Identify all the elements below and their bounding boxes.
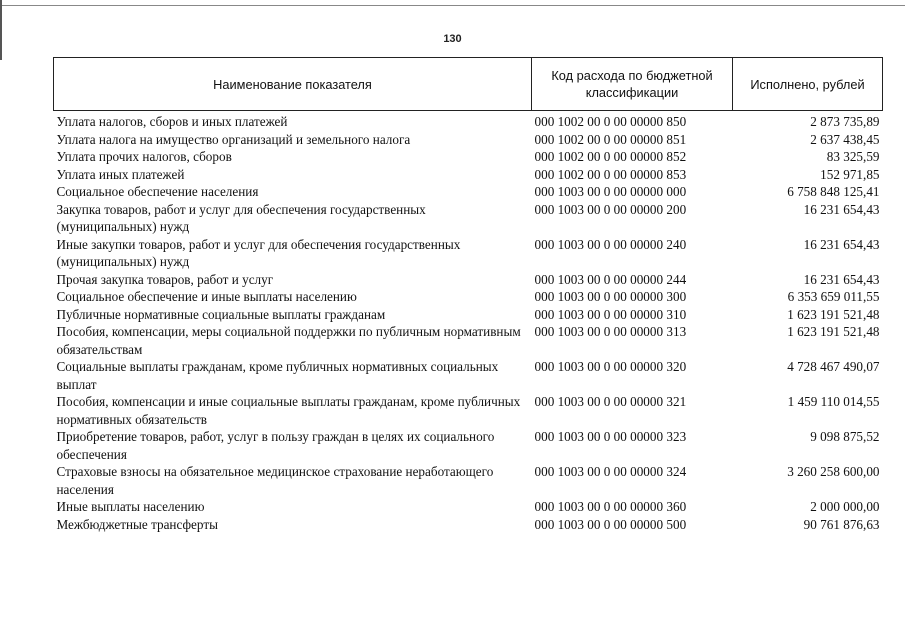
row-code: 000 1003 00 0 00 00000 313 (534, 324, 687, 339)
row-name: Прочая закупка товаров, работ и услуг (56, 271, 274, 287)
row-value: 2 873 735,89 (810, 114, 880, 129)
row-name: Пособия, компенсации и иные социальные выплаты гражданам, кроме публичных нормативных обязательств (56, 394, 521, 427)
row-value: 1 459 110 014,55 (787, 394, 880, 409)
table-body (54, 111, 883, 534)
table-row (54, 306, 883, 324)
row-value: 152 971,85 (820, 166, 880, 182)
row-name: Публичные нормативные социальные выплаты гражданам (56, 306, 386, 322)
row-value: 90 761 876,63 (803, 516, 880, 532)
row-code: 000 1003 00 0 00 00000 200 (534, 201, 687, 217)
table-row (54, 236, 883, 271)
table-row (54, 393, 883, 428)
row-code: 000 1003 00 0 00 00000 321 (534, 394, 687, 409)
row-code: 000 1002 00 0 00 00000 852 (534, 149, 687, 164)
row-value: 4 728 467 490,07 (787, 359, 880, 374)
row-value: 3 260 258 600,00 (787, 464, 880, 479)
row-value: 1 623 191 521,48 (787, 306, 880, 322)
table-row (54, 428, 883, 463)
row-code: 000 1003 00 0 00 00000 323 (534, 429, 687, 444)
row-name: Социальные выплаты гражданам, кроме публичных нормативных социальных выплат (56, 359, 499, 392)
row-value: 16 231 654,43 (803, 236, 880, 252)
page-number: 130 (443, 33, 462, 45)
row-value: 2 637 438,45 (810, 131, 880, 147)
row-code: 000 1003 00 0 00 00000 300 (534, 289, 687, 304)
row-name: Межбюджетные трансферты (56, 516, 218, 532)
row-value: 1 623 191 521,48 (787, 324, 880, 339)
header-code: Код расхода по бюджетной классификации (532, 58, 733, 111)
table-row (54, 183, 883, 201)
row-value: 6 353 659 011,55 (787, 289, 880, 304)
header-value: Исполнено, рублей (733, 58, 883, 111)
row-name: Уплата налогов, сборов и иных платежей (56, 114, 288, 129)
row-code: 000 1003 00 0 00 00000 000 (534, 184, 687, 199)
row-value: 16 231 654,43 (803, 271, 880, 287)
row-name: Пособия, компенсации, меры социальной поддержки по публичным нормативным обязательствам (56, 324, 521, 357)
row-name: Страховые взносы на обязательное медицинское страхование неработающего населения (56, 464, 494, 497)
table-row (54, 271, 883, 289)
table-row (54, 358, 883, 393)
row-code: 000 1003 00 0 00 00000 244 (534, 271, 687, 287)
table-row (54, 288, 883, 306)
table-row (54, 166, 883, 184)
row-name: Закупка товаров, работ и услуг для обеспечения государственных (муниципальных) нужд (56, 201, 426, 234)
table-row (54, 131, 883, 149)
row-code: 000 1003 00 0 00 00000 320 (534, 359, 687, 374)
row-name: Приобретение товаров, работ, услуг в пользу граждан в целях их социального обеспечения (56, 429, 495, 462)
row-code: 000 1003 00 0 00 00000 324 (534, 464, 687, 479)
row-name: Уплата прочих налогов, сборов (56, 149, 232, 164)
budget-report-table (53, 57, 883, 533)
scan-edge-left (0, 0, 2, 60)
row-name: Уплата иных платежей (56, 166, 185, 182)
row-code: 000 1003 00 0 00 00000 500 (534, 516, 687, 532)
table-row (54, 516, 883, 534)
row-code: 000 1002 00 0 00 00000 851 (534, 131, 687, 147)
row-name: Иные закупки товаров, работ и услуг для обеспечения государственных (муниципальных) нужд (56, 236, 461, 269)
header-name: Наименование показателя (54, 58, 532, 111)
row-name: Иные выплаты населению (56, 499, 205, 514)
table-row (54, 498, 883, 516)
row-code: 000 1003 00 0 00 00000 310 (534, 306, 687, 322)
row-value: 6 758 848 125,41 (787, 184, 880, 199)
row-value: 2 000 000,00 (810, 499, 880, 514)
row-value: 16 231 654,43 (803, 201, 880, 217)
table-row (54, 463, 883, 498)
row-name: Социальное обеспечение населения (56, 184, 259, 199)
table-row (54, 148, 883, 166)
header-row (54, 58, 883, 111)
row-name: Социальное обеспечение и иные выплаты населению (56, 289, 357, 304)
table-row (54, 111, 883, 131)
row-name: Уплата налога на имущество организаций и земельного налога (56, 131, 411, 147)
row-code: 000 1002 00 0 00 00000 850 (534, 114, 687, 129)
scan-edge-top (0, 5, 905, 6)
table-row (54, 201, 883, 236)
row-code: 000 1002 00 0 00 00000 853 (534, 166, 687, 182)
row-value: 83 325,59 (826, 149, 880, 164)
table-header (54, 58, 883, 111)
table-row (54, 323, 883, 358)
row-value: 9 098 875,52 (810, 429, 880, 444)
row-code: 000 1003 00 0 00 00000 240 (534, 236, 687, 252)
row-code: 000 1003 00 0 00 00000 360 (534, 499, 687, 514)
